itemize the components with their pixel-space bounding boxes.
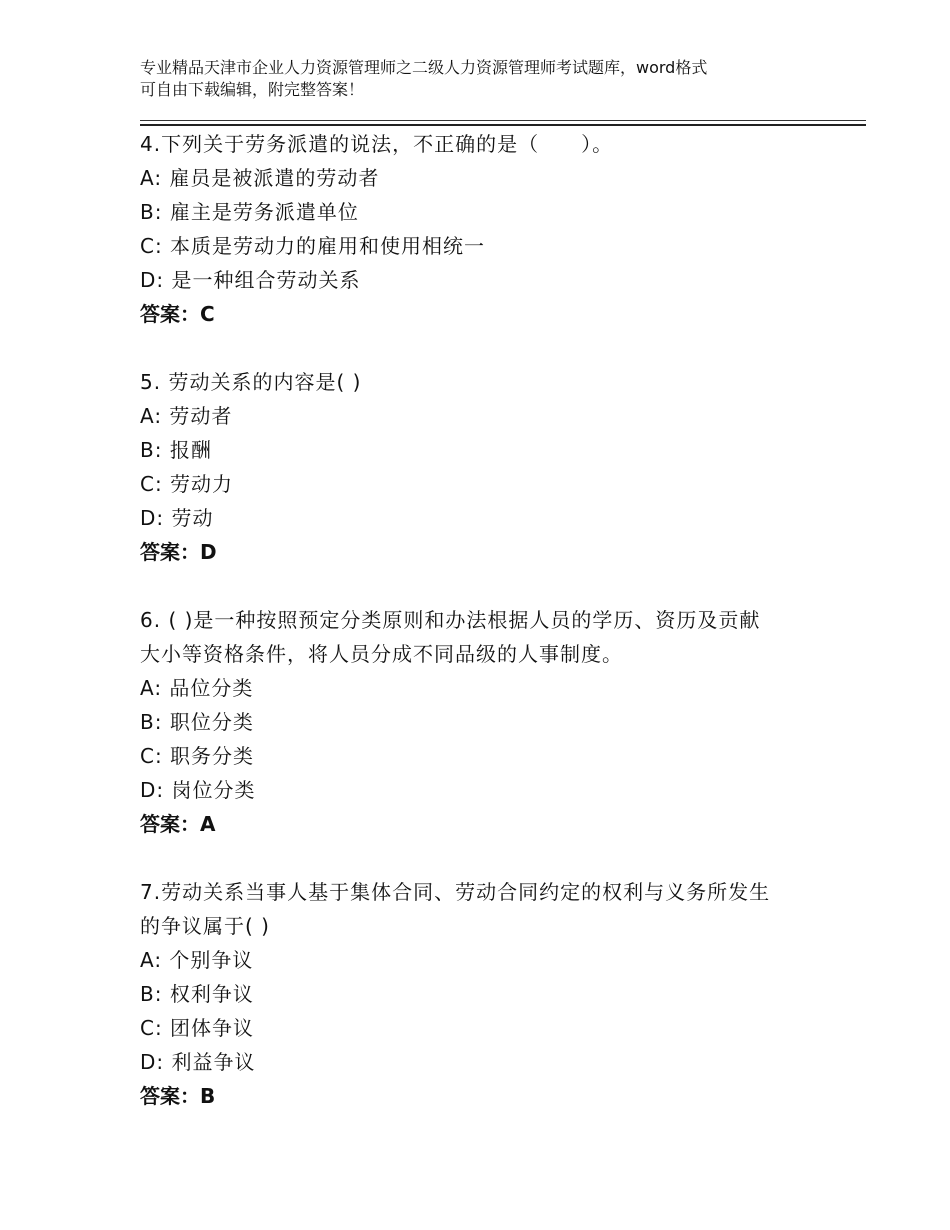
option-a: A: 品位分类	[140, 676, 254, 700]
question-text: 6. ( )是一种按照预定分类原则和办法根据人员的学历、资历及贡献	[140, 608, 761, 632]
option-b: B: 职位分类	[140, 710, 254, 734]
header-divider-thick	[140, 124, 866, 126]
answer: 答案：D	[140, 540, 217, 564]
option-d: D: 利益争议	[140, 1050, 256, 1074]
option-d: D: 是一种组合劳动关系	[140, 268, 361, 292]
answer: 答案：B	[140, 1084, 216, 1108]
option-d: D: 岗位分类	[140, 778, 256, 802]
answer: 答案：A	[140, 812, 216, 836]
question-block	[140, 127, 840, 331]
spacer	[140, 569, 840, 603]
option-a: A: 劳动者	[140, 404, 233, 428]
question-text: 4.下列关于劳务派遣的说法，不正确的是（ ）。	[140, 132, 614, 156]
option-c: C: 职务分类	[140, 744, 255, 768]
option-a: A: 个别争议	[140, 948, 254, 972]
question-block	[140, 365, 840, 569]
question-list	[140, 127, 840, 1113]
option-d: D: 劳动	[140, 506, 214, 530]
header-divider-thin	[140, 120, 866, 121]
question-block	[140, 603, 840, 841]
option-c: C: 团体争议	[140, 1016, 255, 1040]
option-a: A: 雇员是被派遣的劳动者	[140, 166, 380, 190]
answer: 答案：C	[140, 302, 215, 326]
document-header	[140, 57, 840, 101]
option-c: C: 劳动力	[140, 472, 234, 496]
question-text: 5. 劳动关系的内容是( )	[140, 370, 362, 394]
question-text: 7.劳动关系当事人基于集体合同、劳动合同约定的权利与义务所发生	[140, 880, 771, 904]
header-line-1: 专业精品天津市企业人力资源管理师之二级人力资源管理师考试题库，word格式	[140, 58, 708, 77]
spacer	[140, 841, 840, 875]
option-c: C: 本质是劳动力的雇用和使用相统一	[140, 234, 486, 258]
option-b: B: 雇主是劳务派遣单位	[140, 200, 359, 224]
question-block	[140, 875, 840, 1113]
spacer	[140, 331, 840, 365]
question-text-continued: 大小等资格条件，将人员分成不同品级的人事制度。	[140, 642, 623, 666]
question-text-continued: 的争议属于( )	[140, 914, 270, 938]
option-b: B: 权利争议	[140, 982, 254, 1006]
option-b: B: 报酬	[140, 438, 212, 462]
header-line-2: 可自由下载编辑，附完整答案！	[140, 80, 365, 99]
